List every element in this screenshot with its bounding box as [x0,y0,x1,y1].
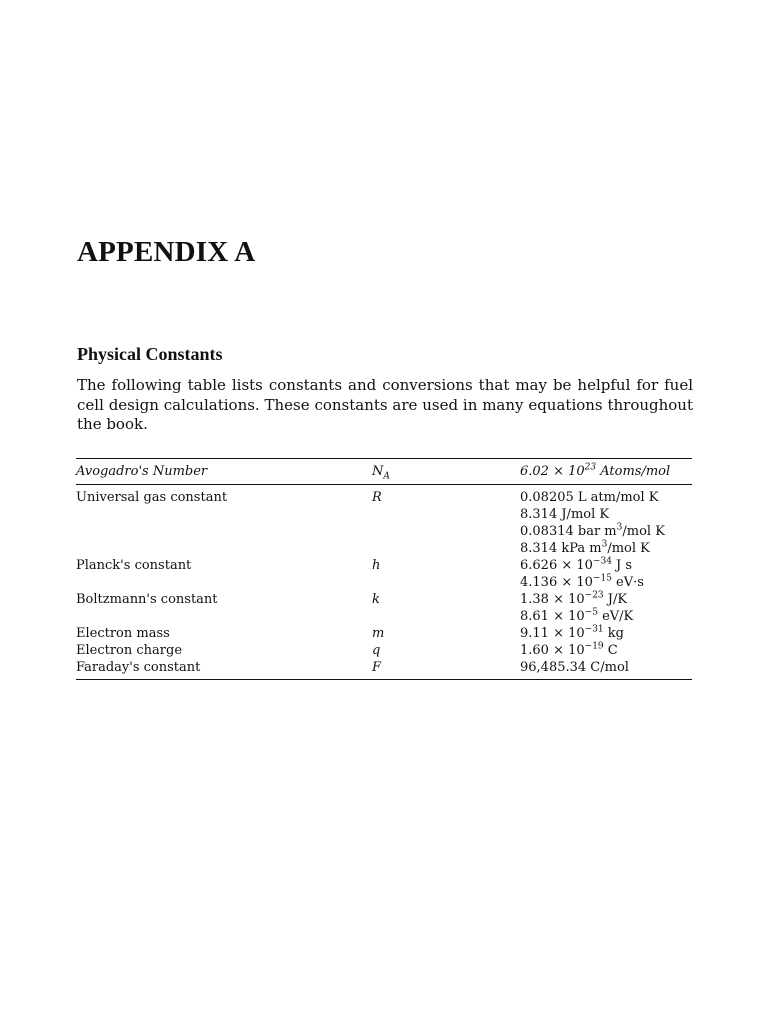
value-exponent: −19 [584,641,604,652]
constant-name: Electron charge [76,643,183,658]
constant-values [520,557,692,591]
table-body [76,485,692,679]
constant-value [520,608,692,625]
constant-values [520,659,692,676]
value-exponent: −5 [584,607,598,618]
header-symbol [372,464,520,482]
constant-symbol: F [372,660,382,675]
header-value-suffix: Atoms/mol [596,464,671,479]
value-mantissa: 0.08314 bar m [520,524,617,539]
constant-name: Universal gas constant [76,490,228,505]
value-unit: C [603,643,618,658]
constant-value [520,642,692,659]
table-row [76,642,692,659]
table-bottom-rule [76,679,692,680]
value-mantissa: 96,485.34 C/mol [520,660,629,675]
constant-value [520,574,692,591]
constant-symbol: m [372,626,385,641]
value-unit: J s [611,558,633,573]
constant-symbol: R [372,490,382,505]
value-unit: /mol K [622,524,665,539]
value-mantissa: 0.08205 L atm/mol K [520,490,659,505]
constant-values [520,642,692,659]
constant-value [520,489,692,506]
constant-name: Electron mass [76,626,170,641]
value-exponent: 3 [616,522,623,533]
table-header-row [76,459,692,484]
constant-values [520,625,692,642]
section-heading: Physical Constants [77,344,223,364]
constant-value [520,540,692,557]
table-row [76,591,692,625]
constants-table [76,458,692,680]
constant-value [520,523,692,540]
constant-value [520,557,692,574]
value-unit: eV/K [597,609,634,624]
header-value [520,464,692,479]
value-mantissa: 6.626 × 10 [520,558,593,573]
header-value-prefix: 6.02 × 10 [520,464,585,479]
constant-name: Planck's constant [76,558,192,573]
value-mantissa: 8.314 J/mol K [520,507,610,522]
value-unit: eV·s [611,575,644,590]
value-mantissa: 4.136 × 10 [520,575,593,590]
value-unit: kg [603,626,624,641]
value-mantissa: 8.314 kPa m [520,541,602,556]
header-symbol-main: N [372,464,384,479]
value-mantissa: 1.38 × 10 [520,592,585,607]
constant-value [520,506,692,523]
constant-name: Boltzmann's constant [76,592,218,607]
constant-symbol: q [372,643,381,658]
table-row [76,557,692,591]
header-symbol-sub: A [383,471,390,482]
value-unit: J/K [603,592,628,607]
header-value-exp: 23 [584,462,597,473]
constant-symbol: h [372,558,381,573]
value-exponent: −15 [592,573,612,584]
constant-values [520,489,692,557]
intro-paragraph: The following table lists constants and conversions that may be helpful for fuel cell design calculations. These constants are used in many equations throughout the book. [77,376,693,433]
value-mantissa: 8.61 × 10 [520,609,585,624]
value-mantissa: 1.60 × 10 [520,643,585,658]
table-row [76,489,692,557]
constant-value [520,625,692,642]
constant-value [520,591,692,608]
value-exponent: −23 [584,590,604,601]
constant-name: Faraday's constant [76,660,201,675]
table-row [76,625,692,642]
header-name: Avogadro's Number [76,464,208,479]
value-unit: /mol K [607,541,650,556]
constant-value [520,659,692,676]
constant-values [520,591,692,625]
value-exponent: −31 [584,624,604,635]
value-mantissa: 9.11 × 10 [520,626,585,641]
table-row [76,659,692,676]
constant-symbol: k [372,592,380,607]
page-title: APPENDIX A [77,236,256,268]
value-exponent: 3 [601,539,608,550]
value-exponent: −34 [592,556,612,567]
